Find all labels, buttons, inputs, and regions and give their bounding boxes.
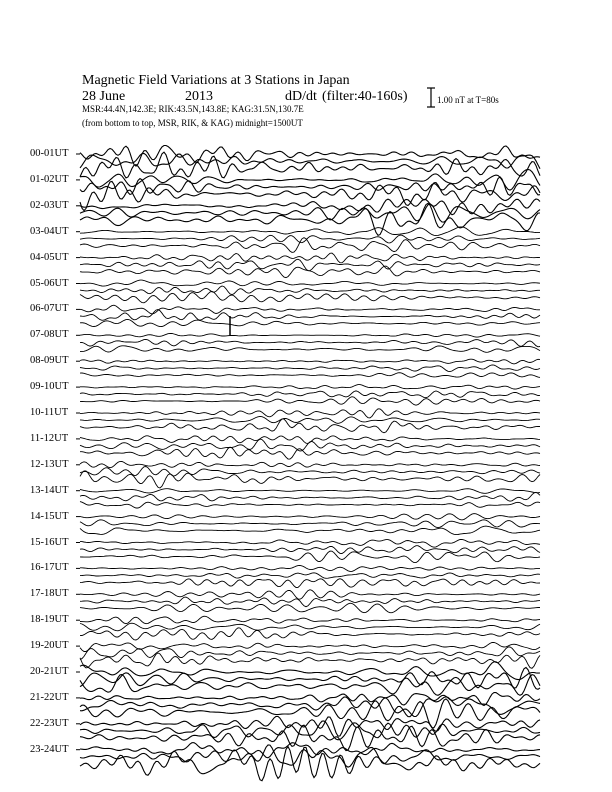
trace-msr bbox=[80, 603, 540, 613]
row-label: 05-06UT bbox=[30, 277, 69, 289]
trace-msr bbox=[80, 447, 540, 459]
trace-rik bbox=[80, 439, 540, 451]
row-label: 07-08UT bbox=[30, 329, 69, 341]
quantity-label: dD/dt bbox=[285, 89, 317, 104]
trace-kag bbox=[80, 280, 540, 286]
row-label: 23-24UT bbox=[30, 743, 69, 755]
trace-msr bbox=[80, 266, 540, 278]
row-label: 16-17UT bbox=[30, 562, 69, 574]
scale-bar-icon bbox=[427, 88, 435, 107]
trace-rik bbox=[80, 492, 540, 501]
trace-rik bbox=[80, 623, 540, 631]
trace-rik bbox=[80, 235, 540, 243]
scale-label: 1.00 nT at T=80s bbox=[437, 95, 499, 105]
trace-kag bbox=[80, 385, 540, 390]
trace-msr bbox=[80, 502, 540, 508]
trace-kag bbox=[80, 590, 540, 600]
filter-label: (filter:40-160s) bbox=[322, 89, 408, 104]
trace-kag bbox=[80, 409, 540, 418]
trace-rik bbox=[80, 286, 540, 295]
trace-msr bbox=[80, 397, 540, 406]
trace-msr bbox=[80, 346, 540, 353]
trace-msr bbox=[80, 551, 540, 563]
row-label: 19-20UT bbox=[30, 640, 69, 652]
trace-rik bbox=[80, 310, 540, 321]
trace-rik bbox=[80, 416, 540, 423]
row-label: 00-01UT bbox=[30, 148, 69, 159]
date-year: 2013 bbox=[185, 89, 213, 104]
trace-msr bbox=[80, 471, 540, 488]
trace-kag bbox=[80, 489, 540, 494]
trace-kag bbox=[80, 253, 540, 263]
row-label: 01-02UT bbox=[30, 173, 69, 185]
row-label: 14-15UT bbox=[30, 510, 69, 522]
row-label: 11-12UT bbox=[30, 432, 69, 444]
trace-msr bbox=[80, 238, 540, 253]
row-label: 21-22UT bbox=[30, 691, 69, 703]
row-label: 12-13UT bbox=[30, 458, 69, 470]
trace-rik bbox=[80, 520, 540, 528]
trace-kag bbox=[80, 716, 540, 736]
trace-msr bbox=[80, 747, 540, 781]
trace-rik bbox=[80, 365, 540, 372]
trace-kag bbox=[80, 305, 540, 314]
trace-rik bbox=[80, 546, 540, 554]
trace-kag bbox=[80, 359, 540, 364]
trace-msr bbox=[80, 373, 540, 378]
trace-msr bbox=[80, 319, 540, 326]
row-label: 18-19UT bbox=[30, 614, 69, 626]
trace-kag bbox=[80, 514, 540, 520]
row-label: 15-16UT bbox=[30, 536, 69, 548]
trace-kag bbox=[80, 616, 540, 624]
date-day: 28 June bbox=[82, 89, 126, 104]
stations-info: MSR:44.4N,142.3E; RIK:43.5N,143.8E; KAG:31.5N,130.7E bbox=[82, 104, 304, 114]
trace-msr bbox=[80, 579, 540, 588]
trace-rik bbox=[80, 391, 540, 398]
trace-kag bbox=[80, 565, 540, 571]
trace-kag bbox=[80, 642, 540, 651]
trace-kag bbox=[80, 539, 540, 547]
trace-rik bbox=[80, 597, 540, 607]
row-label: 17-18UT bbox=[30, 588, 69, 600]
row-label: 13-14UT bbox=[30, 484, 69, 496]
row-label: 08-09UT bbox=[30, 355, 69, 367]
row-label: 03-04UT bbox=[30, 225, 69, 237]
trace-msr bbox=[80, 653, 540, 668]
order-note: (from bottom to top, MSR, RIK, & KAG) midnight=1500UT bbox=[82, 118, 303, 128]
trace-rik bbox=[80, 259, 540, 271]
row-label: 20-21UT bbox=[30, 666, 69, 677]
trace-rik bbox=[80, 339, 540, 346]
trace-kag bbox=[80, 461, 540, 467]
trace-rik bbox=[80, 467, 540, 477]
row-label: 04-05UT bbox=[30, 251, 69, 263]
trace-rik bbox=[80, 573, 540, 579]
chart-title: Magnetic Field Variations at 3 Stations in Japan bbox=[82, 73, 350, 88]
row-label: 02-03UT bbox=[30, 199, 69, 211]
row-label: 22-23UT bbox=[30, 717, 69, 729]
trace-kag bbox=[80, 333, 540, 337]
row-label: 10-11UT bbox=[30, 407, 69, 418]
trace-kag bbox=[80, 227, 540, 236]
row-label: 09-10UT bbox=[30, 381, 69, 393]
trace-msr bbox=[80, 628, 540, 640]
trace-msr bbox=[80, 181, 540, 210]
row-label: 06-07UT bbox=[30, 303, 69, 315]
trace-msr bbox=[80, 526, 540, 535]
